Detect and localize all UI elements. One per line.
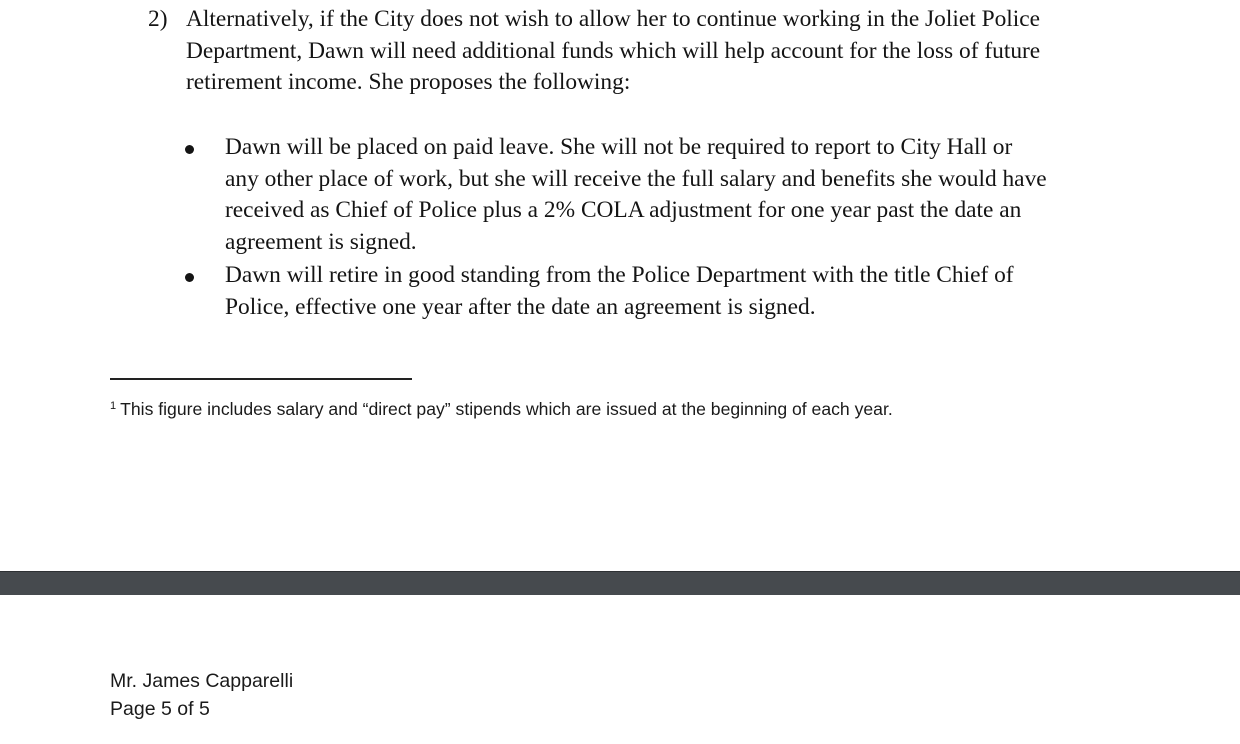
bullet-line: Police, effective one year after the date an agreement is signed. [225, 293, 816, 320]
recipient-name: Mr. James Capparelli [110, 670, 294, 692]
page-break-bar [0, 571, 1240, 595]
page-of: of [171, 698, 199, 720]
bullet-icon [185, 273, 194, 282]
footnote-text: This figure includes salary and “direct pay” stipends which are issued at the beginning of each year. [120, 399, 893, 419]
next-page-header [110, 667, 293, 723]
bullet-line: Dawn will retire in good standing from the Police Department with the title Chief of [225, 261, 1014, 288]
bullet-line: Dawn will be placed on paid leave. She will not be required to report to City Hall or [225, 134, 1013, 160]
bullet-line: agreement is signed. [225, 229, 417, 256]
footnote-divider [110, 378, 412, 380]
footnote [110, 394, 1110, 421]
bullet-list [180, 132, 1110, 323]
paragraph-line: Department, Dawn will need additional funds which will help account for the loss of future [186, 37, 1041, 64]
footnote-marker: 1 [110, 400, 117, 412]
numbered-item-2 [148, 4, 1108, 99]
page-total: 5 [198, 698, 210, 720]
bullet-line: received as Chief of Police plus a 2% COLA adjustment for one year past the date an [225, 197, 1022, 224]
page-current: 5 [160, 698, 172, 720]
paragraph-line: retirement income. She proposes the following: [186, 69, 631, 96]
item-number: 2) [148, 6, 168, 32]
bullet-line: any other place of work, but she will receive the full salary and benefits she would have [225, 165, 1047, 192]
bullet-item-paid-leave [180, 132, 1110, 259]
page-label: Page [110, 698, 161, 720]
paragraph-line: Alternatively, if the City does not wish to allow her to continue working in the Joliet Police [186, 6, 1041, 32]
bullet-icon [185, 145, 194, 154]
page-number [110, 695, 293, 723]
item-paragraph [186, 4, 1106, 99]
bullet-item-retire [180, 260, 1110, 323]
